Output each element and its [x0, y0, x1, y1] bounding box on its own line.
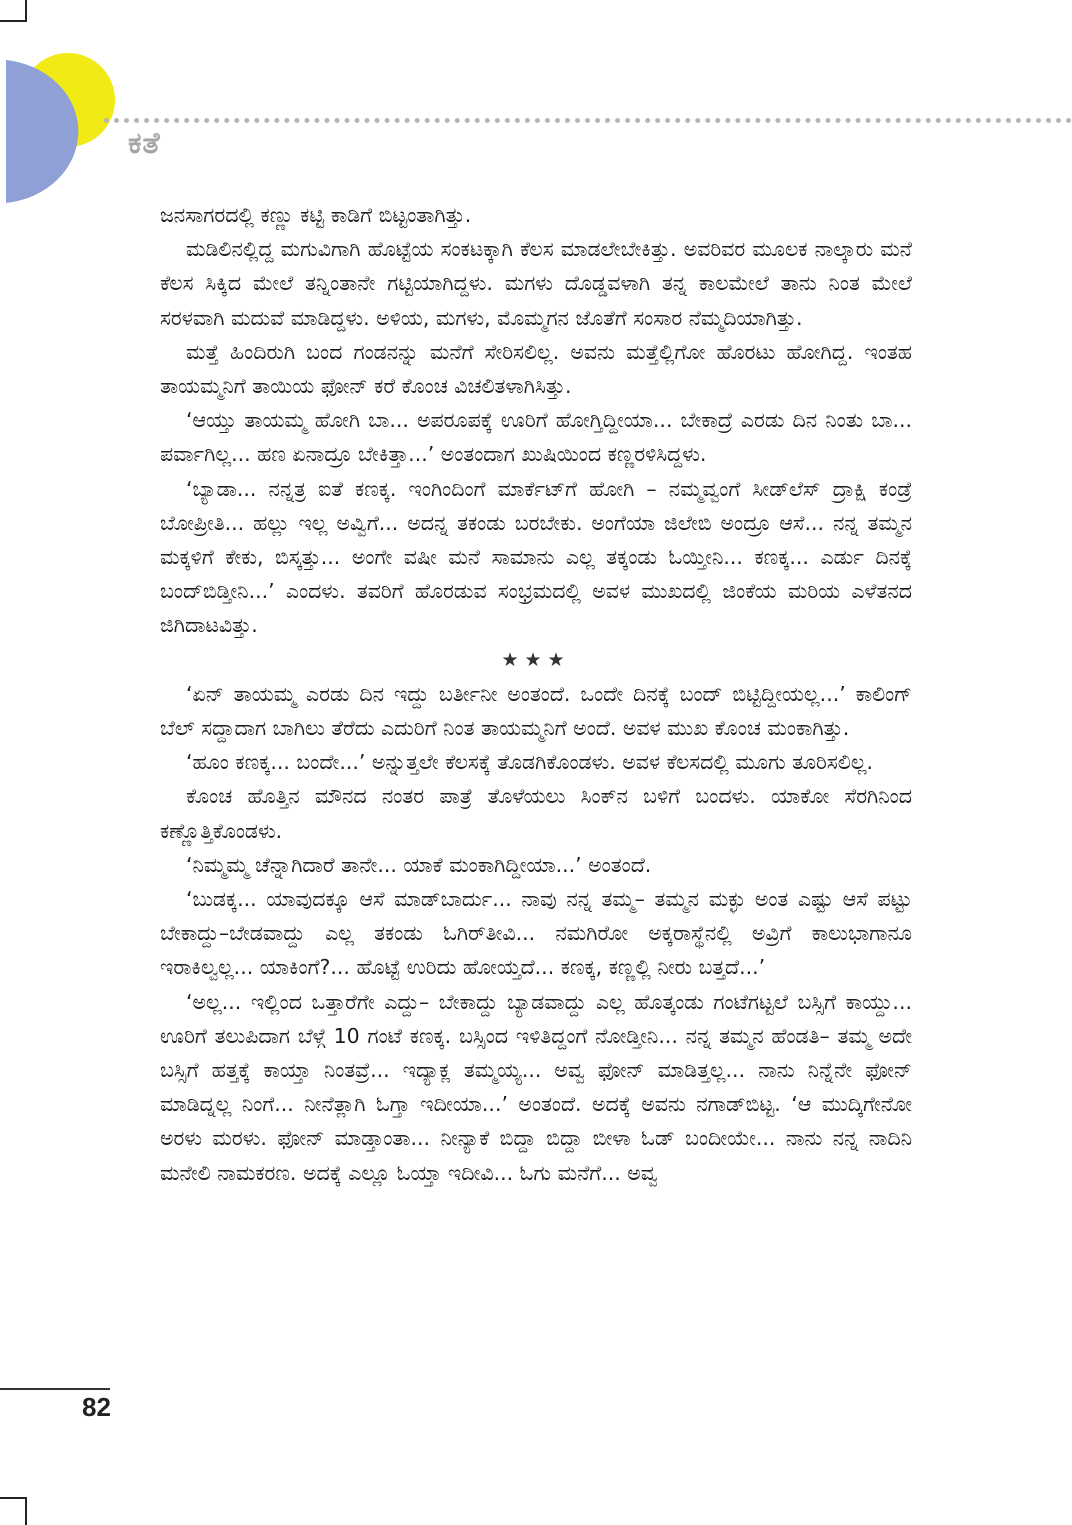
paragraph: ಕೊಂಚ ಹೊತ್ತಿನ ಮೌನದ ನಂತರ ಪಾತ್ರೆ ತೊಳೆಯಲು ಸಿಂಕ್‌ನ ಬಳಿಗೆ ಬಂದಳು. ಯಾಕೋ ಸೆರಗಿನಿಂದ ಕಣ್ಣೊತ್ತಿಕೊಂಡಳು. [160, 784, 912, 843]
paragraph: ‘ಬುಡಕ್ಕ... ಯಾವುದಕ್ಕೂ ಆಸೆ ಮಾಡ್‌ಬಾರ್ದು... ನಾವು ನನ್ನ ತಮ್ಮ– ತಮ್ಮನ ಮಕ್ಳು ಅಂತ ಎಷ್ಟು ಆಸೆ ಪಟ್ಟು ಬೇಕಾದ್ದು–ಬೇಡವಾದ್ದು ಎಲ್ಲ ತಕಂಡು ಓಗಿರ್‌ತೀವಿ... ನಮಗಿರೋ ಅಕ್ಕರಾಸ್ಥೆನಲ್ಲಿ ಅವ್ರಿಗೆ ಕಾಲುಭಾಗಾನೂ ಇರಾಕಿಲ್ವಲ್ಲ... ಯಾಕಿಂಗೆ?... ಹೊಟ್ಟೆ ಉರಿದು ಹೋಯ್ತದೆ... ಕಣಕ್ಕ, ಕಣ್ಣಲ್ಲಿ ನೀರು ಬತ್ತದೆ...’ [160, 887, 912, 980]
paragraph: ‘ನಿಮ್ಮಮ್ಮ ಚೆನ್ನಾಗಿದಾರೆ ತಾನೇ... ಯಾಕೆ ಮಂಕಾಗಿದ್ದೀಯಾ...’ ಅಂತಂದೆ. [186, 852, 652, 877]
decorative-circles [0, 50, 115, 205]
crop-mark-top-horizontal [0, 20, 27, 22]
paragraph: ‘ಅಲ್ಲ... ಇಲ್ಲಿಂದ ಒತ್ತಾರೆಗೇ ಎದ್ದು– ಬೇಕಾದ್ದು ಬ್ಯಾಡವಾದ್ದು ಎಲ್ಲ ಹೊತ್ಕಂಡು ಗಂಟೆಗಟ್ಟಲೆ ಬಸ್ಸಿಗೆ ಕಾಯ್ದು... ಊರಿಗೆ ತಲುಪಿದಾಗ ಬೆಳ್ಗೆ 10 ಗಂಟೆ ಕಣಕ್ಕ. ಬಸ್ಸಿಂದ ಇಳಿತಿದ್ದಂಗೆ ನೋಡ್ತೀನಿ... ನನ್ನ ತಮ್ಮನ ಹೆಂಡತಿ– ತಮ್ಮ ಅದೇ ಬಸ್ಸಿಗೆ ಹತ್ತಕ್ಕೆ ಕಾಯ್ತಾ ನಿಂತವ್ರೆ... ಇದ್ಯಾಕ್ಲ ತಮ್ಮಯ್ಯ... ಅವ್ವ ಫೋನ್ ಮಾಡಿತ್ತಲ್ಲ... ನಾನು ನಿನ್ನೆನೇ ಫೋನ್ ಮಾಡಿದ್ನಲ್ಲ ನಿಂಗೆ... ನೀನೆತ್ಲಾಗಿ ಓಗ್ತಾ ಇದೀಯಾ...’ ಅಂತಂದೆ. ಅದಕ್ಕೆ ಅವನು ನಗಾಡ್‌ಬಿಟ್ಟ. ‘ಆ ಮುದ್ಕಿಗೇನೋ ಅರಳು ಮರಳು. ಫೋನ್ ಮಾಡ್ತಾಂತಾ... ನೀನ್ಯಾಕೆ ಬಿದ್ದಾ ಬಿದ್ದಾ ಬೀಳಾ ಓಡ್ ಬಂದೀಯೇ... ನಾನು ನನ್ನ ನಾದಿನಿ ಮನೇಲಿ ನಾಮಕರಣ. ಅದಕ್ಕೆ ಎಲ್ಲೂ ಓಯ್ತಾ ಇದೀವಿ... ಓಗು ಮನೆಗೆ... ಅವ್ವ [160, 989, 912, 1185]
section-separator: ★★★ [501, 648, 571, 671]
paragraph: ಮತ್ತೆ ಹಿಂದಿರುಗಿ ಬಂದ ಗಂಡನನ್ನು ಮನೆಗೆ ಸೇರಿಸಲಿಲ್ಲ. ಅವನು ಮತ್ತೆಲ್ಲಿಗೋ ಹೊರಟು ಹೋಗಿದ್ದ. ಇಂತಹ ತಾಯಮ್ಮನಿಗೆ ತಾಯಿಯ ಫೋನ್ ಕರೆ ಕೊಂಚ ವಿಚಲಿತಳಾಗಿಸಿತ್ತು. [160, 339, 912, 399]
story-body [160, 198, 912, 1190]
crop-mark-bottom-vertical [25, 1497, 27, 1525]
crop-mark-top-vertical [25, 0, 27, 22]
crop-mark-bottom-horizontal [0, 1497, 27, 1499]
paragraph: ‘ಬ್ಯಾಡಾ... ನನ್ನತ್ರ ಐತೆ ಕಣಕ್ಕ. ಇಂಗಿಂದಿಂಗೆ ಮಾರ್ಕೆಟ್‌ಗೆ ಹೋಗಿ – ನಮ್ಮವ್ವಂಗೆ ಸೀಡ್‌ಲೆಸ್ ದ್ರಾಕ್ಷಿ ಕಂಡ್ರೆ ಬೋಪ್ರೀತಿ... ಹಲ್ಲು ಇಲ್ಲ ಅವ್ವಿಗೆ... ಅದನ್ನ ತಕಂಡು ಬರಬೇಕು. ಅಂಗೆಯಾ ಜಿಲೇಬಿ ಅಂದ್ರೂ ಆಸೆ... ನನ್ನ ತಮ್ಮನ ಮಕ್ಕಳಿಗೆ ಕೇಕು, ಬಿಸ್ಕತ್ತು... ಅಂಗೇ ವಷೀ ಮನೆ ಸಾಮಾನು ಎಲ್ಲ ತಕ್ಕಂಡು ಓಯ್ತೀನಿ... ಕಣಕ್ಕ... ಎರ್ಡು ದಿನಕ್ಕೆ ಬಂದ್‌ಬಿಡ್ತೀನಿ...’ ಎಂದಳು. ತವರಿಗೆ ಹೊರಡುವ ಸಂಭ್ರಮದಲ್ಲಿ ಅವಳ ಮುಖದಲ್ಲಿ ಜಿಂಕೆಯ ಮರಿಯ ಎಳೆತನದ ಜಿಗಿದಾಟವಿತ್ತು. [160, 476, 912, 638]
paragraph: ‘ಏನ್ ತಾಯಮ್ಮ ಎರಡು ದಿನ ಇದ್ದು ಬರ್ತೀನೀ ಅಂತಂದೆ. ಒಂದೇ ದಿನಕ್ಕೆ ಬಂದ್ ಬಿಟ್ಟಿದ್ದೀಯಲ್ಲ...’ ಕಾಲಿಂಗ್ ಬೆಲ್ ಸದ್ದಾದಾಗ ಬಾಗಿಲು ತೆರೆದು ಎದುರಿಗೆ ನಿಂತ ತಾಯಮ್ಮನಿಗೆ ಅಂದೆ. ಅವಳ ಮುಖ ಕೊಂಚ ಮಂಕಾಗಿತ್ತು. [160, 681, 912, 741]
paragraph: ‘ಆಯ್ತು ತಾಯಮ್ಮ ಹೋಗಿ ಬಾ... ಅಪರೂಪಕ್ಕೆ ಊರಿಗೆ ಹೋಗ್ತಿದ್ದೀಯಾ... ಬೇಕಾದ್ರೆ ಎರಡು ದಿನ ನಿಂತು ಬಾ... ಪರ್ವಾಗಿಲ್ಲ... ಹಣ ಏನಾದ್ರೂ ಬೇಕಿತ್ತಾ...’ ಅಂತಂದಾಗ ಖುಷಿಯಿಂದ ಕಣ್ಣರಳಿಸಿದ್ದಳು. [160, 408, 912, 467]
page-number: 82 [82, 1392, 111, 1422]
paragraph: ಮಡಿಲಿನಲ್ಲಿದ್ದ ಮಗುವಿಗಾಗಿ ಹೊಟ್ಟೆಯ ಸಂಕಟಕ್ಕಾಗಿ ಕೆಲಸ ಮಾಡಲೇಬೇಕಿತ್ತು. ಅವರಿವರ ಮೂಲಕ ನಾಲ್ಕಾರು ಮನೆ ಕೆಲಸ ಸಿಕ್ಕಿದ ಮೇಲೆ ತನ್ನಿಂತಾನೇ ಗಟ್ಟಿಯಾಗಿದ್ದಳು. ಮಗಳು ದೊಡ್ಡವಳಾಗಿ ತನ್ನ ಕಾಲಮೇಲೆ ತಾನು ನಿಂತ ಮೇಲೆ ಸರಳವಾಗಿ ಮದುವೆ ಮಾಡಿದ್ದಳು. ಅಳಿಯ, ಮಗಳು, ಮೊಮ್ಮಗನ ಜೊತೆಗೆ ಸಂಸಾರ ನೆಮ್ಮದಿಯಾಗಿತ್ತು. [160, 237, 912, 330]
section-label: ಕತೆ [128, 126, 161, 161]
dotted-header-rule [104, 118, 1072, 123]
paragraph: ಜನಸಾಗರದಲ್ಲಿ ಕಣ್ಣು ಕಟ್ಟಿ ಕಾಡಿಗೆ ಬಿಟ್ಟಂತಾಗಿತ್ತು. [160, 203, 472, 227]
footer-rule [0, 1388, 110, 1390]
paragraph: ‘ಹೂಂ ಕಣಕ್ಕ... ಬಂದೇ...’ ಅನ್ನುತ್ತಲೇ ಕೆಲಸಕ್ಕೆ ತೊಡಗಿಕೊಂಡಳು. ಅವಳ ಕೆಲಸದಲ್ಲಿ ಮೂಗು ತೂರಿಸಲಿಲ್ಲ. [186, 750, 874, 775]
